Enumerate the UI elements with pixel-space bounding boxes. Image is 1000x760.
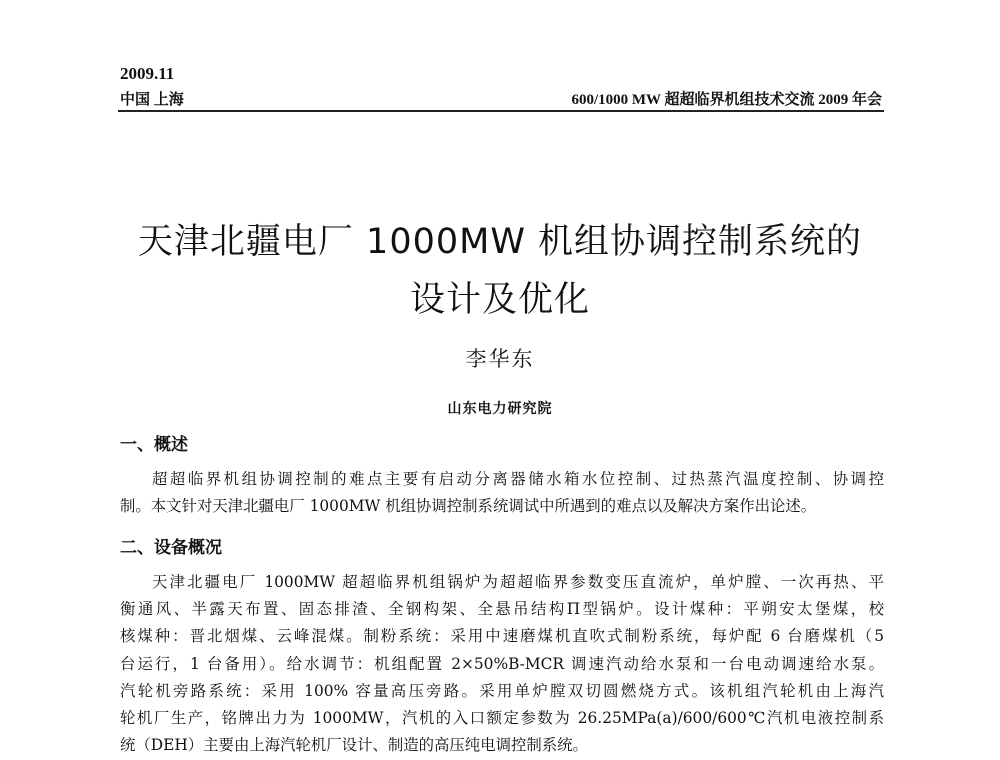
paragraph-overview <box>120 466 884 520</box>
section-heading-overview: 一、概述 <box>120 435 188 455</box>
text-line: 核煤种：晋北烟煤、云峰混煤。制粉系统：采用中速磨煤机直吹式制粉系统，每炉配 6 台磨煤机（5 <box>120 627 884 646</box>
header-date: 2009.11 <box>120 64 175 83</box>
section-heading-equipment: 二、设备概况 <box>120 538 222 558</box>
author: 李华东 <box>465 347 535 371</box>
text-line: 超超临界机组协调控制的难点主要有启动分离器储水箱水位控制、过热蒸汽温度控制、协调控 <box>152 470 884 488</box>
paper-title-line-1: 天津北疆电厂 1000MW 机组协调控制系统的 <box>137 222 863 262</box>
header-rule <box>118 110 884 112</box>
text-line: 台运行，1 台备用）。给水调节：机组配置 2×50%B-MCR 调速汽动给水泵和一台电动调速给水泵。 <box>120 654 884 673</box>
text-line: 制。本文针对天津北疆电厂 1000MW 机组协调控制系统调试中所遇到的难点以及解决方案作出论述。 <box>120 497 817 516</box>
header-location: 中国 上海 <box>120 92 184 108</box>
text-line: 天津北疆电厂 1000MW 超超临界机组锅炉为超超临界参数变压直流炉，单炉膛、一次再热、平 <box>152 573 884 591</box>
paper-title-line-2: 设计及优化 <box>409 280 590 320</box>
text-line: 统（DEH）主要由上海汽轮机厂设计、制造的高压纯电调控制系统。 <box>120 736 588 755</box>
text-line: 衡通风、半露天布置、固态排渣、全钢构架、全悬吊结构Π型锅炉。设计煤种：平朔安太堡煤，校 <box>120 600 884 619</box>
text-line: 汽轮机旁路系统：采用 100% 容量高压旁路。采用单炉膛双切圆燃烧方式。该机组汽轮机由上海汽 <box>120 681 884 700</box>
affiliation: 山东电力研究院 <box>447 401 553 417</box>
header-conference: 600/1000 MW 超超临界机组技术交流 2009 年会 <box>571 92 882 108</box>
text-line: 轮机厂生产，铭牌出力为 1000MW，汽机的入口额定参数为 26.25MPa(a)/600/600℃汽机电液控制系 <box>120 708 884 727</box>
paragraph-equipment <box>120 569 884 759</box>
